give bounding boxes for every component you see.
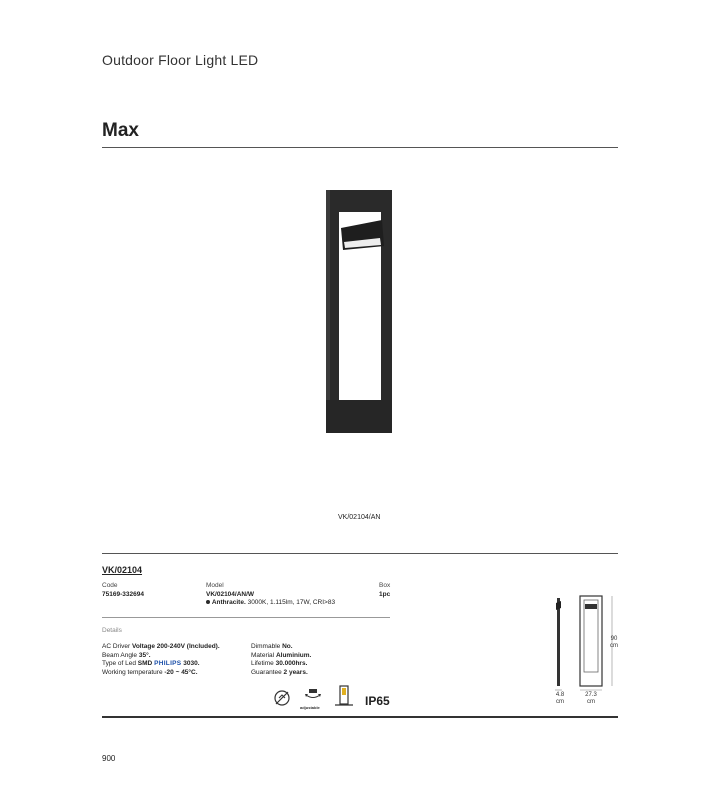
- guarantee-line: Guarantee 2 years.: [251, 668, 308, 676]
- finish-line: [206, 599, 335, 608]
- header-divider: [102, 147, 618, 148]
- page-number: 900: [102, 754, 116, 763]
- model-value: VK/02104/AN/W: [206, 591, 255, 598]
- section-divider: [102, 553, 618, 554]
- lifetime-line: Lifetime 30.000hrs.: [251, 660, 308, 667]
- depth-dimension: 4.8 cm: [555, 692, 565, 705]
- philips-logo: PHILIPS: [154, 660, 182, 667]
- box-label: Box: [379, 582, 391, 589]
- floor-light-icon: [334, 684, 354, 708]
- product-title: Max: [102, 120, 139, 141]
- figure-caption: VK/02104/AN: [338, 514, 381, 521]
- side-view: [557, 598, 560, 686]
- beam-line: Beam Angle 35°.: [102, 651, 151, 659]
- front-view: [580, 596, 602, 686]
- details-right: [251, 643, 391, 677]
- category-title: Outdoor Floor Light LED: [102, 52, 259, 68]
- driver-line: AC Driver Voltage 200-240V (Included).: [102, 643, 220, 650]
- lamp-base: [326, 400, 392, 433]
- ip-rating: IP65: [365, 694, 390, 708]
- adjustable-label: adjustable: [300, 705, 320, 710]
- code-label: Code: [102, 582, 118, 589]
- model-label: Model: [206, 582, 224, 589]
- height-dimension: 90 cm: [610, 636, 618, 649]
- box-value: 1pc: [379, 591, 391, 598]
- temp-line: Working temperature -20 ~ 45°C.: [102, 668, 198, 676]
- width-dimension: 27.3 cm: [585, 692, 597, 705]
- finish-swatch-icon: [206, 600, 210, 604]
- finish-specs: 3000K, 1.115lm, 17W, CRI>83: [247, 599, 336, 606]
- details-divider: [102, 617, 390, 618]
- model-heading: VK/02104: [102, 565, 143, 575]
- no-dimming-icon: [272, 688, 292, 708]
- footer-divider: [102, 716, 618, 718]
- code-value: 75169-332694: [102, 591, 144, 598]
- led-line: Type of Led SMD PHILIPS 3030.: [102, 660, 200, 667]
- details-label: Details: [102, 627, 122, 634]
- product-image: [320, 190, 400, 440]
- dimmable-line: Dimmable No.: [251, 643, 293, 650]
- finish-name: Anthracite.: [211, 599, 246, 606]
- material-line: Material Aluminium.: [251, 651, 312, 659]
- details-left: [102, 643, 252, 677]
